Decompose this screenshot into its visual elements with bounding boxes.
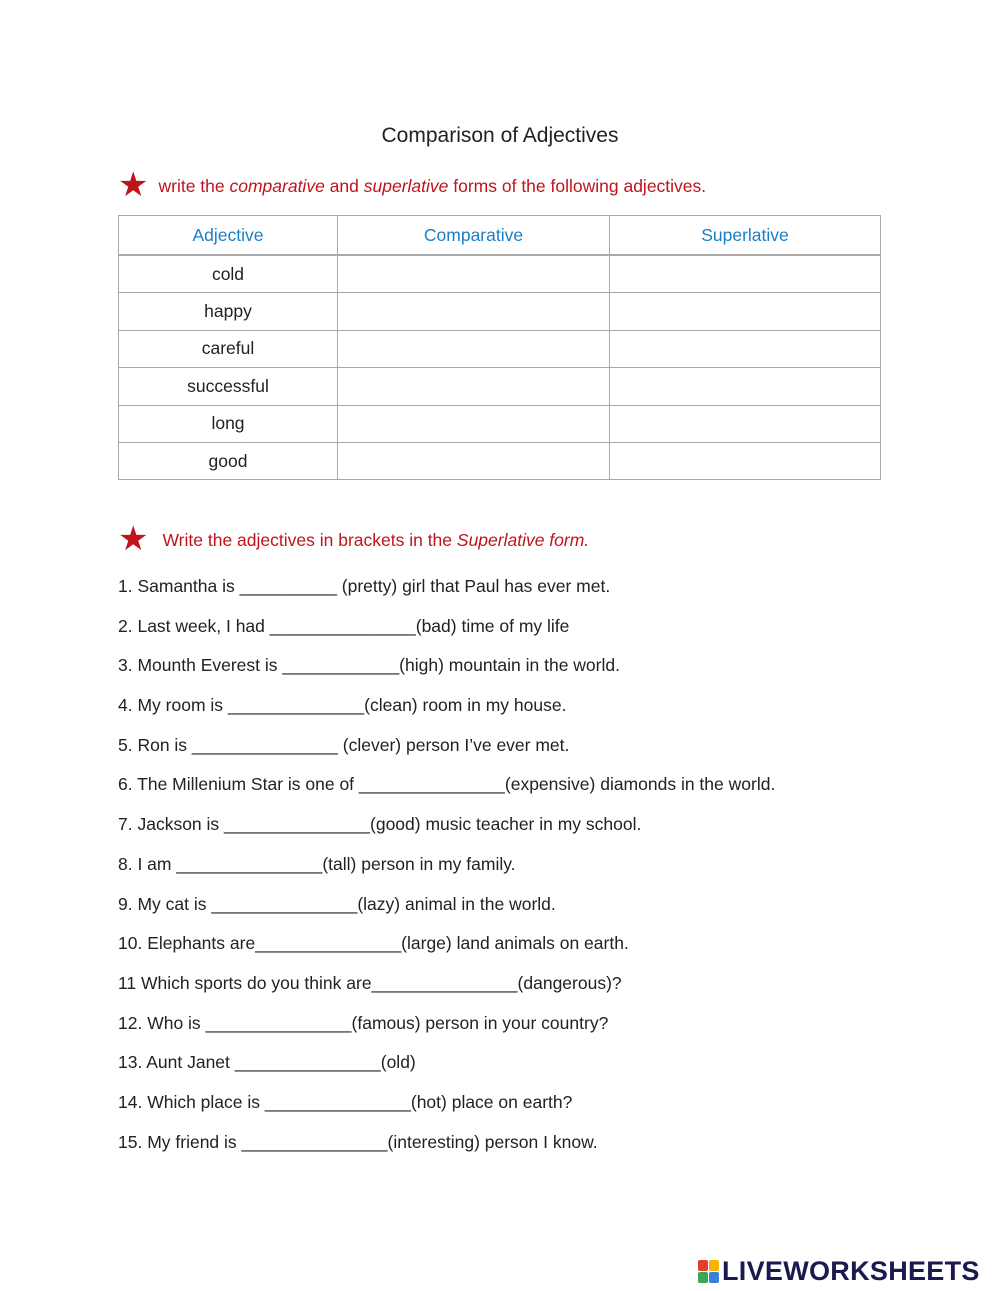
instruction-text: write the: [158, 176, 230, 196]
header-superlative: Superlative: [610, 216, 881, 256]
adjective-table: [118, 215, 881, 480]
liveworksheets-logo: [698, 1257, 980, 1285]
superlative-answer-cell[interactable]: [610, 293, 881, 330]
sentence-list: [118, 574, 775, 1169]
list-item[interactable]: 13. Aunt Janet _______________(old): [118, 1052, 416, 1073]
page-title: Comparison of Adjectives: [381, 124, 619, 147]
superlative-answer-cell[interactable]: [610, 368, 881, 405]
star-icon: ★: [118, 166, 149, 204]
logo-badge-square: [698, 1272, 708, 1283]
adjective-cell: good: [119, 442, 338, 479]
table-row: [119, 405, 881, 442]
comparative-answer-cell[interactable]: [338, 368, 610, 405]
list-item[interactable]: 4. My room is ______________(clean) room in my house.: [118, 695, 567, 716]
superlative-answer-cell[interactable]: [610, 405, 881, 442]
adjective-cell: successful: [119, 368, 338, 405]
list-item[interactable]: 6. The Millenium Star is one of _______________(expensive) diamonds in the world.: [118, 774, 776, 795]
instruction-comparative-superlative: [118, 165, 706, 205]
table-header-row: [119, 216, 881, 256]
adjective-cell: cold: [119, 255, 338, 293]
instruction-em-superlative-form: Superlative form.: [456, 530, 590, 550]
logo-badge-square: [709, 1260, 719, 1271]
list-item[interactable]: 10. Elephants are_______________(large) land animals on earth.: [118, 933, 629, 954]
logo-badge-icon: [698, 1260, 718, 1282]
superlative-answer-cell[interactable]: [610, 442, 881, 479]
comparative-answer-cell[interactable]: [338, 330, 610, 367]
comparative-answer-cell[interactable]: [338, 405, 610, 442]
list-item[interactable]: 3. Mounth Everest is ____________(high) mountain in the world.: [118, 655, 620, 676]
list-item[interactable]: 2. Last week, I had _______________(bad) time of my life: [118, 615, 570, 636]
list-item[interactable]: 12. Who is _______________(famous) person in your country?: [118, 1012, 609, 1033]
table-row: [119, 330, 881, 367]
table-row: [119, 368, 881, 405]
list-item[interactable]: 15. My friend is _______________(interesting) person I know.: [118, 1131, 598, 1152]
list-item[interactable]: 8. I am _______________(tall) person in my family.: [118, 853, 516, 874]
superlative-answer-cell[interactable]: [610, 255, 881, 293]
list-item[interactable]: 9. My cat is _______________(lazy) animal in the world.: [118, 893, 556, 914]
instruction-text: and: [324, 176, 364, 196]
superlative-answer-cell[interactable]: [610, 330, 881, 367]
comparative-answer-cell[interactable]: [338, 442, 610, 479]
logo-badge-square: [698, 1260, 708, 1271]
instruction-em-comparative: comparative: [229, 176, 325, 196]
comparative-answer-cell[interactable]: [338, 293, 610, 330]
adjective-cell: happy: [119, 293, 338, 330]
list-item[interactable]: 7. Jackson is _______________(good) music teacher in my school.: [118, 814, 642, 835]
list-item[interactable]: 1. Samantha is __________ (pretty) girl that Paul has ever met.: [118, 576, 611, 596]
list-item[interactable]: 11 Which sports do you think are_______________(dangerous)?: [118, 972, 622, 993]
logo-badge-square: [709, 1272, 719, 1283]
header-comparative: Comparative: [338, 216, 610, 256]
list-item[interactable]: 14. Which place is _______________(hot) place on earth?: [118, 1091, 573, 1112]
comparative-answer-cell[interactable]: [338, 255, 610, 293]
adjective-cell: long: [119, 405, 338, 442]
adjective-cell: careful: [119, 330, 338, 367]
instruction-text: forms of the following adjectives.: [448, 176, 707, 196]
instruction-text: Write the adjectives in brackets in the: [162, 530, 457, 550]
star-icon: ★: [118, 520, 149, 558]
table-row: [119, 255, 881, 293]
table-row: [119, 442, 881, 479]
table-row: [119, 293, 881, 330]
logo-text: LIVEWORKSHEETS: [722, 1255, 980, 1286]
instruction-em-superlative: superlative: [363, 176, 449, 196]
list-item[interactable]: 5. Ron is _______________ (clever) person I’ve ever met.: [118, 734, 570, 755]
instruction-superlative-form: [118, 519, 589, 559]
header-adjective: Adjective: [119, 216, 338, 256]
